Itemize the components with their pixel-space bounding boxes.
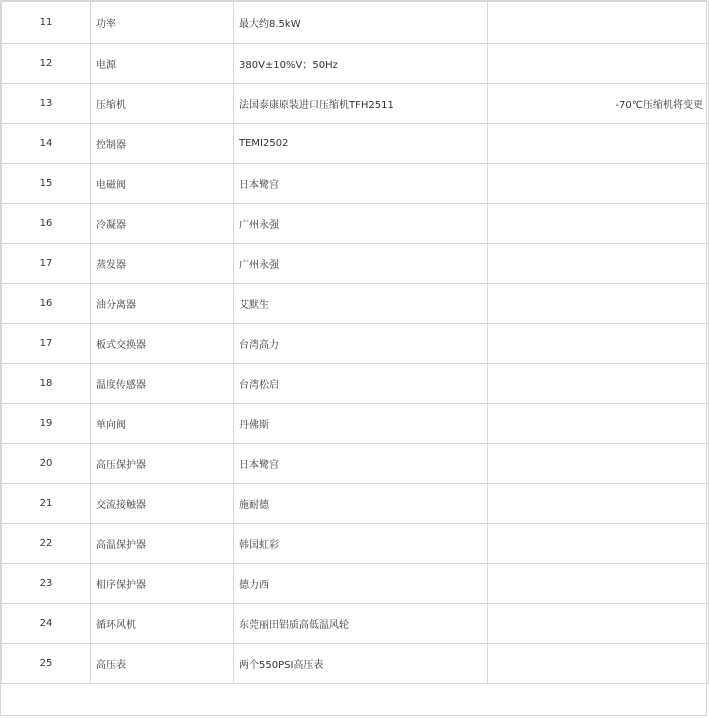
row-number-cell: 22 (2, 524, 91, 564)
item-note-cell (488, 124, 709, 164)
item-spec-cell: 两个550PSI高压表 (234, 644, 488, 684)
item-note-cell (488, 164, 709, 204)
item-name-cell: 功率 (91, 2, 234, 44)
item-name-cell: 高压表 (91, 644, 234, 684)
item-spec-cell: 台湾高力 (234, 324, 488, 364)
row-number-cell: 17 (2, 324, 91, 364)
item-spec-cell: 法国泰康原装进口压缩机TFH2511 (234, 84, 488, 124)
item-name-cell: 控制器 (91, 124, 234, 164)
item-spec-cell: 台湾松启 (234, 364, 488, 404)
table-row (2, 604, 709, 644)
table-row (2, 444, 709, 484)
spec-table-body (2, 2, 709, 684)
item-name-cell: 油分离器 (91, 284, 234, 324)
item-note-cell (488, 2, 709, 44)
row-number-cell: 19 (2, 404, 91, 444)
item-note-cell (488, 324, 709, 364)
item-spec-cell: 艾默生 (234, 284, 488, 324)
table-row (2, 484, 709, 524)
item-note-cell (488, 44, 709, 84)
item-spec-cell: 德力西 (234, 564, 488, 604)
table-row (2, 364, 709, 404)
item-name-cell: 循环风机 (91, 604, 234, 644)
item-spec-cell: 施耐德 (234, 484, 488, 524)
table-row (2, 564, 709, 604)
item-note-cell (488, 204, 709, 244)
row-number-cell: 21 (2, 484, 91, 524)
table-row (2, 404, 709, 444)
item-spec-cell: 韩国虹彩 (234, 524, 488, 564)
item-name-cell: 电源 (91, 44, 234, 84)
item-name-cell: 板式交换器 (91, 324, 234, 364)
table-row (2, 284, 709, 324)
item-name-cell: 压缩机 (91, 84, 234, 124)
row-number-cell: 15 (2, 164, 91, 204)
row-number-cell: 13 (2, 84, 91, 124)
item-note-cell (488, 404, 709, 444)
item-spec-cell: 广州永强 (234, 244, 488, 284)
row-number-cell: 20 (2, 444, 91, 484)
item-note-cell (488, 244, 709, 284)
item-note-cell (488, 564, 709, 604)
item-spec-cell: 380V±10%V；50Hz (234, 44, 488, 84)
item-note-cell (488, 364, 709, 404)
item-note-cell: -70℃压缩机将变更 (488, 84, 709, 124)
table-row (2, 244, 709, 284)
item-spec-cell: 日本鹭宫 (234, 444, 488, 484)
table-row (2, 524, 709, 564)
row-number-cell: 16 (2, 284, 91, 324)
item-note-cell (488, 644, 709, 684)
item-spec-cell: TEMI2502 (234, 124, 488, 164)
item-spec-cell: 东莞丽田铝质高低温风轮 (234, 604, 488, 644)
item-spec-cell: 丹佛斯 (234, 404, 488, 444)
item-spec-cell: 最大约8.5kW (234, 2, 488, 44)
row-number-cell: 14 (2, 124, 91, 164)
row-number-cell: 11 (2, 2, 91, 44)
item-name-cell: 蒸发器 (91, 244, 234, 284)
item-spec-cell: 日本鹭宫 (234, 164, 488, 204)
row-number-cell: 24 (2, 604, 91, 644)
spec-table (1, 1, 709, 684)
item-name-cell: 冷凝器 (91, 204, 234, 244)
row-number-cell: 17 (2, 244, 91, 284)
row-number-cell: 23 (2, 564, 91, 604)
table-row (2, 124, 709, 164)
table-row (2, 204, 709, 244)
row-number-cell: 25 (2, 644, 91, 684)
item-note-cell (488, 524, 709, 564)
table-row (2, 84, 709, 124)
table-row (2, 44, 709, 84)
row-number-cell: 16 (2, 204, 91, 244)
item-spec-cell: 广州永强 (234, 204, 488, 244)
item-note-cell (488, 484, 709, 524)
table-row (2, 164, 709, 204)
item-name-cell: 电磁阀 (91, 164, 234, 204)
item-name-cell: 交流接触器 (91, 484, 234, 524)
item-name-cell: 高压保护器 (91, 444, 234, 484)
item-name-cell: 高温保护器 (91, 524, 234, 564)
item-name-cell: 温度传感器 (91, 364, 234, 404)
item-note-cell (488, 444, 709, 484)
item-name-cell: 相序保护器 (91, 564, 234, 604)
item-name-cell: 单向阀 (91, 404, 234, 444)
table-row (2, 2, 709, 44)
row-number-cell: 18 (2, 364, 91, 404)
table-row (2, 324, 709, 364)
row-number-cell: 12 (2, 44, 91, 84)
table-row (2, 644, 709, 684)
item-note-cell (488, 604, 709, 644)
item-note-cell (488, 284, 709, 324)
